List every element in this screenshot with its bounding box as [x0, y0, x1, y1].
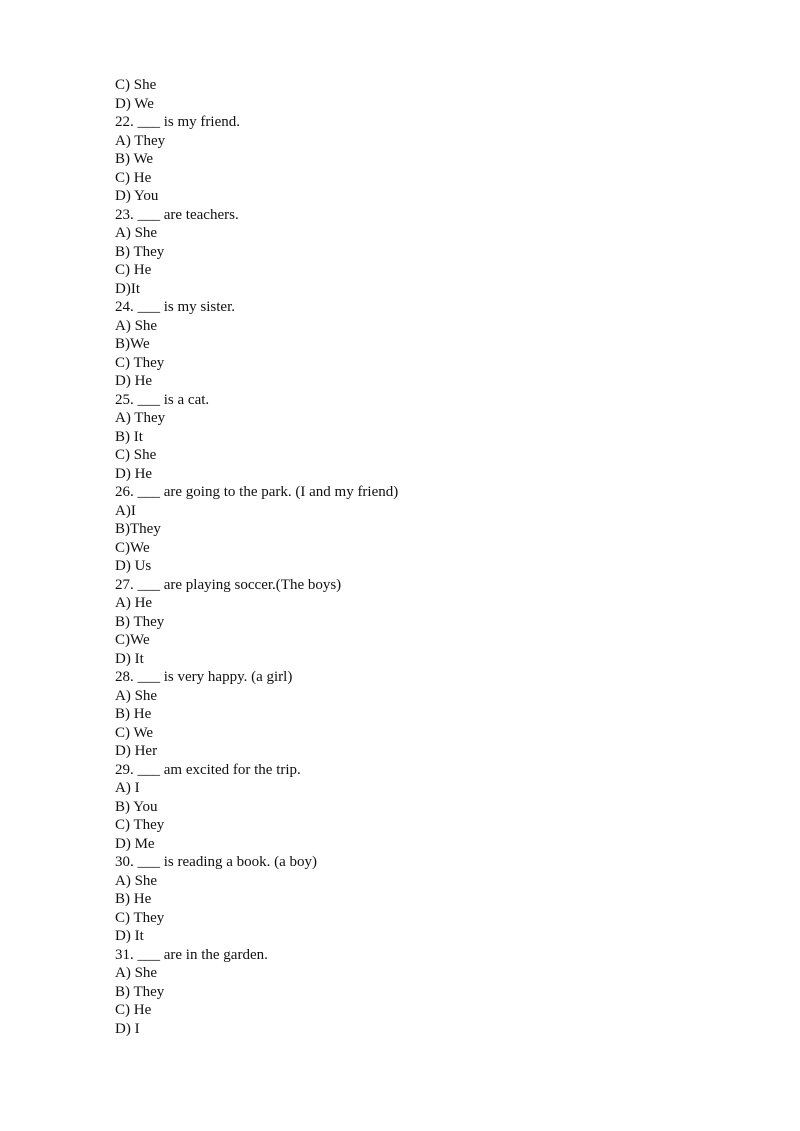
option-line: B) They [115, 243, 165, 260]
option-line: D) I [115, 1020, 140, 1037]
worksheet-text [115, 76, 715, 1038]
option-line: C) She [115, 447, 157, 463]
option-line: C) She [115, 77, 157, 93]
option-line: A) She [115, 225, 158, 241]
option-line: D) Us [115, 558, 152, 574]
option-line: C) They [115, 817, 165, 833]
option-line: B)They [115, 521, 161, 537]
question-line: 31. ___ are in the garden. [115, 946, 268, 963]
option-line: B) It [115, 428, 143, 445]
question-line: 30. ___ is reading a book. (a boy) [115, 854, 318, 870]
option-line: B)We [115, 336, 150, 352]
option-line: C) He [115, 1002, 152, 1018]
option-line: D) It [115, 928, 144, 944]
question-line: 27. ___ are playing soccer.(The boys) [115, 576, 342, 593]
option-line: A)I [115, 502, 136, 519]
option-line: A) She [115, 965, 158, 981]
option-line: A) She [115, 317, 158, 334]
option-line: A) I [115, 780, 140, 796]
option-line: C) We [115, 724, 154, 741]
option-line: C) He [115, 262, 152, 278]
option-line: D) He [115, 373, 153, 389]
option-line: B) They [115, 983, 165, 1000]
option-line: B) He [115, 706, 152, 722]
question-line: 28. ___ is very happy. (a girl) [115, 669, 293, 685]
option-line: D) It [115, 650, 144, 667]
option-line: A) She [115, 687, 158, 704]
option-line: A) They [115, 132, 166, 149]
option-line: C)We [115, 632, 150, 648]
option-line: C) They [115, 909, 165, 926]
option-line: A) They [115, 410, 166, 426]
option-line: C) They [115, 354, 165, 371]
question-line: 22. ___ is my friend. [115, 114, 240, 130]
option-line: A) She [115, 872, 158, 889]
question-line: 29. ___ am excited for the trip. [115, 761, 301, 778]
option-line: D) Her [115, 743, 158, 759]
option-line: D) He [115, 465, 153, 482]
option-line: D)It [115, 280, 140, 297]
option-line: B) You [115, 798, 158, 815]
question-line: 23. ___ are teachers. [115, 206, 239, 223]
option-line: A) He [115, 595, 153, 611]
option-line: D) Me [115, 835, 155, 852]
option-line: B) They [115, 613, 165, 630]
option-line: C)We [115, 539, 150, 556]
option-line: C) He [115, 169, 152, 186]
option-line: B) We [115, 151, 154, 167]
option-line: D) We [115, 95, 154, 112]
question-line: 25. ___ is a cat. [115, 391, 210, 408]
option-line: D) You [115, 188, 159, 204]
question-line: 24. ___ is my sister. [115, 299, 236, 315]
option-line: B) He [115, 891, 152, 907]
question-line: 26. ___ are going to the park. (I and my friend) [115, 484, 399, 500]
